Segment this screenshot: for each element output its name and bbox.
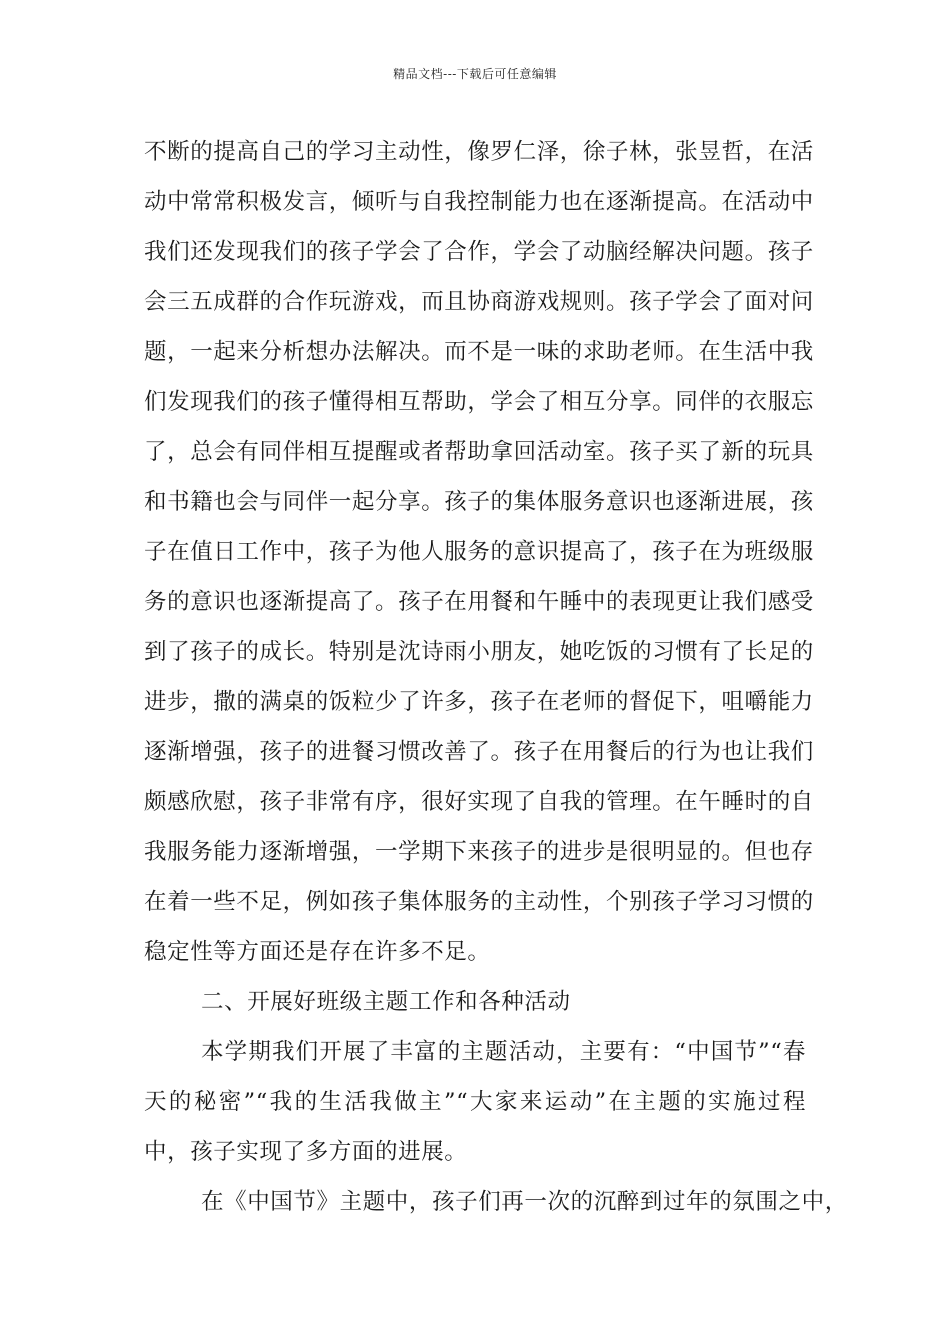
document-body (144, 127, 848, 1227)
paragraph-line: 题，一起来分析想办法解决。而不是一味的求助老师。在生活中我 (144, 339, 814, 365)
paragraph-line: 子在值日工作中，孩子为他人服务的意识提高了，孩子在为班级服 (144, 539, 814, 565)
paragraph-line: 动中常常积极发言，倾听与自我控制能力也在逐渐提高。在活动中 (144, 189, 814, 215)
paragraph-line: 天的秘密”“我的生活我做主”“大家来运动”在主题的实施过程 (144, 1089, 806, 1115)
paragraph-line: 进步，撒的满桌的饭粒少了许多，孩子在老师的督促下，咀嚼能力 (144, 689, 814, 715)
paragraph-line: 务的意识也逐渐提高了。孩子在用餐和午睡中的表现更让我们感受 (144, 589, 814, 615)
paragraph-line: 颇感欣慰，孩子非常有序，很好实现了自我的管理。在午睡时的自 (144, 789, 814, 815)
section-heading: 二、开展好班级主题工作和各种活动 (201, 989, 571, 1015)
paragraph-line: 中，孩子实现了多方面的进展。 (144, 1139, 468, 1165)
paragraph-line: 在着一些不足，例如孩子集体服务的主动性，个别孩子学习习惯的 (144, 889, 814, 915)
paragraph-line: 在《中国节》主题中，孩子们再一次的沉醉到过年的氛围之中， (201, 1189, 848, 1215)
paragraph-line: 和书籍也会与同伴一起分享。孩子的集体服务意识也逐渐进展，孩 (144, 489, 814, 515)
paragraph-line: 了，总会有同伴相互提醒或者帮助拿回活动室。孩子买了新的玩具 (144, 439, 814, 465)
paragraph-line: 稳定性等方面还是存在许多不足。 (144, 939, 491, 965)
paragraph-line: 不断的提高自己的学习主动性，像罗仁泽，徐子林，张昱哲，在活 (144, 139, 814, 165)
paragraph-line: 到了孩子的成长。特别是沈诗雨小朋友，她吃饭的习惯有了长足的 (144, 639, 814, 665)
paragraph-line: 本学期我们开展了丰富的主题活动，主要有：“中国节”“春 (201, 1039, 806, 1065)
paragraph-line: 们发现我们的孩子懂得相互帮助，学会了相互分享。同伴的衣服忘 (144, 389, 814, 415)
page-header: 精品文档---下载后可任意编辑 (393, 67, 557, 81)
paragraph-line: 会三五成群的合作玩游戏，而且协商游戏规则。孩子学会了面对问 (144, 289, 814, 315)
paragraph-line: 我们还发现我们的孩子学会了合作，学会了动脑经解决问题。孩子 (144, 239, 814, 265)
paragraph-line: 逐渐增强，孩子的进餐习惯改善了。孩子在用餐后的行为也让我们 (144, 739, 814, 765)
paragraph-line: 我服务能力逐渐增强，一学期下来孩子的进步是很明显的。但也存 (144, 839, 814, 865)
